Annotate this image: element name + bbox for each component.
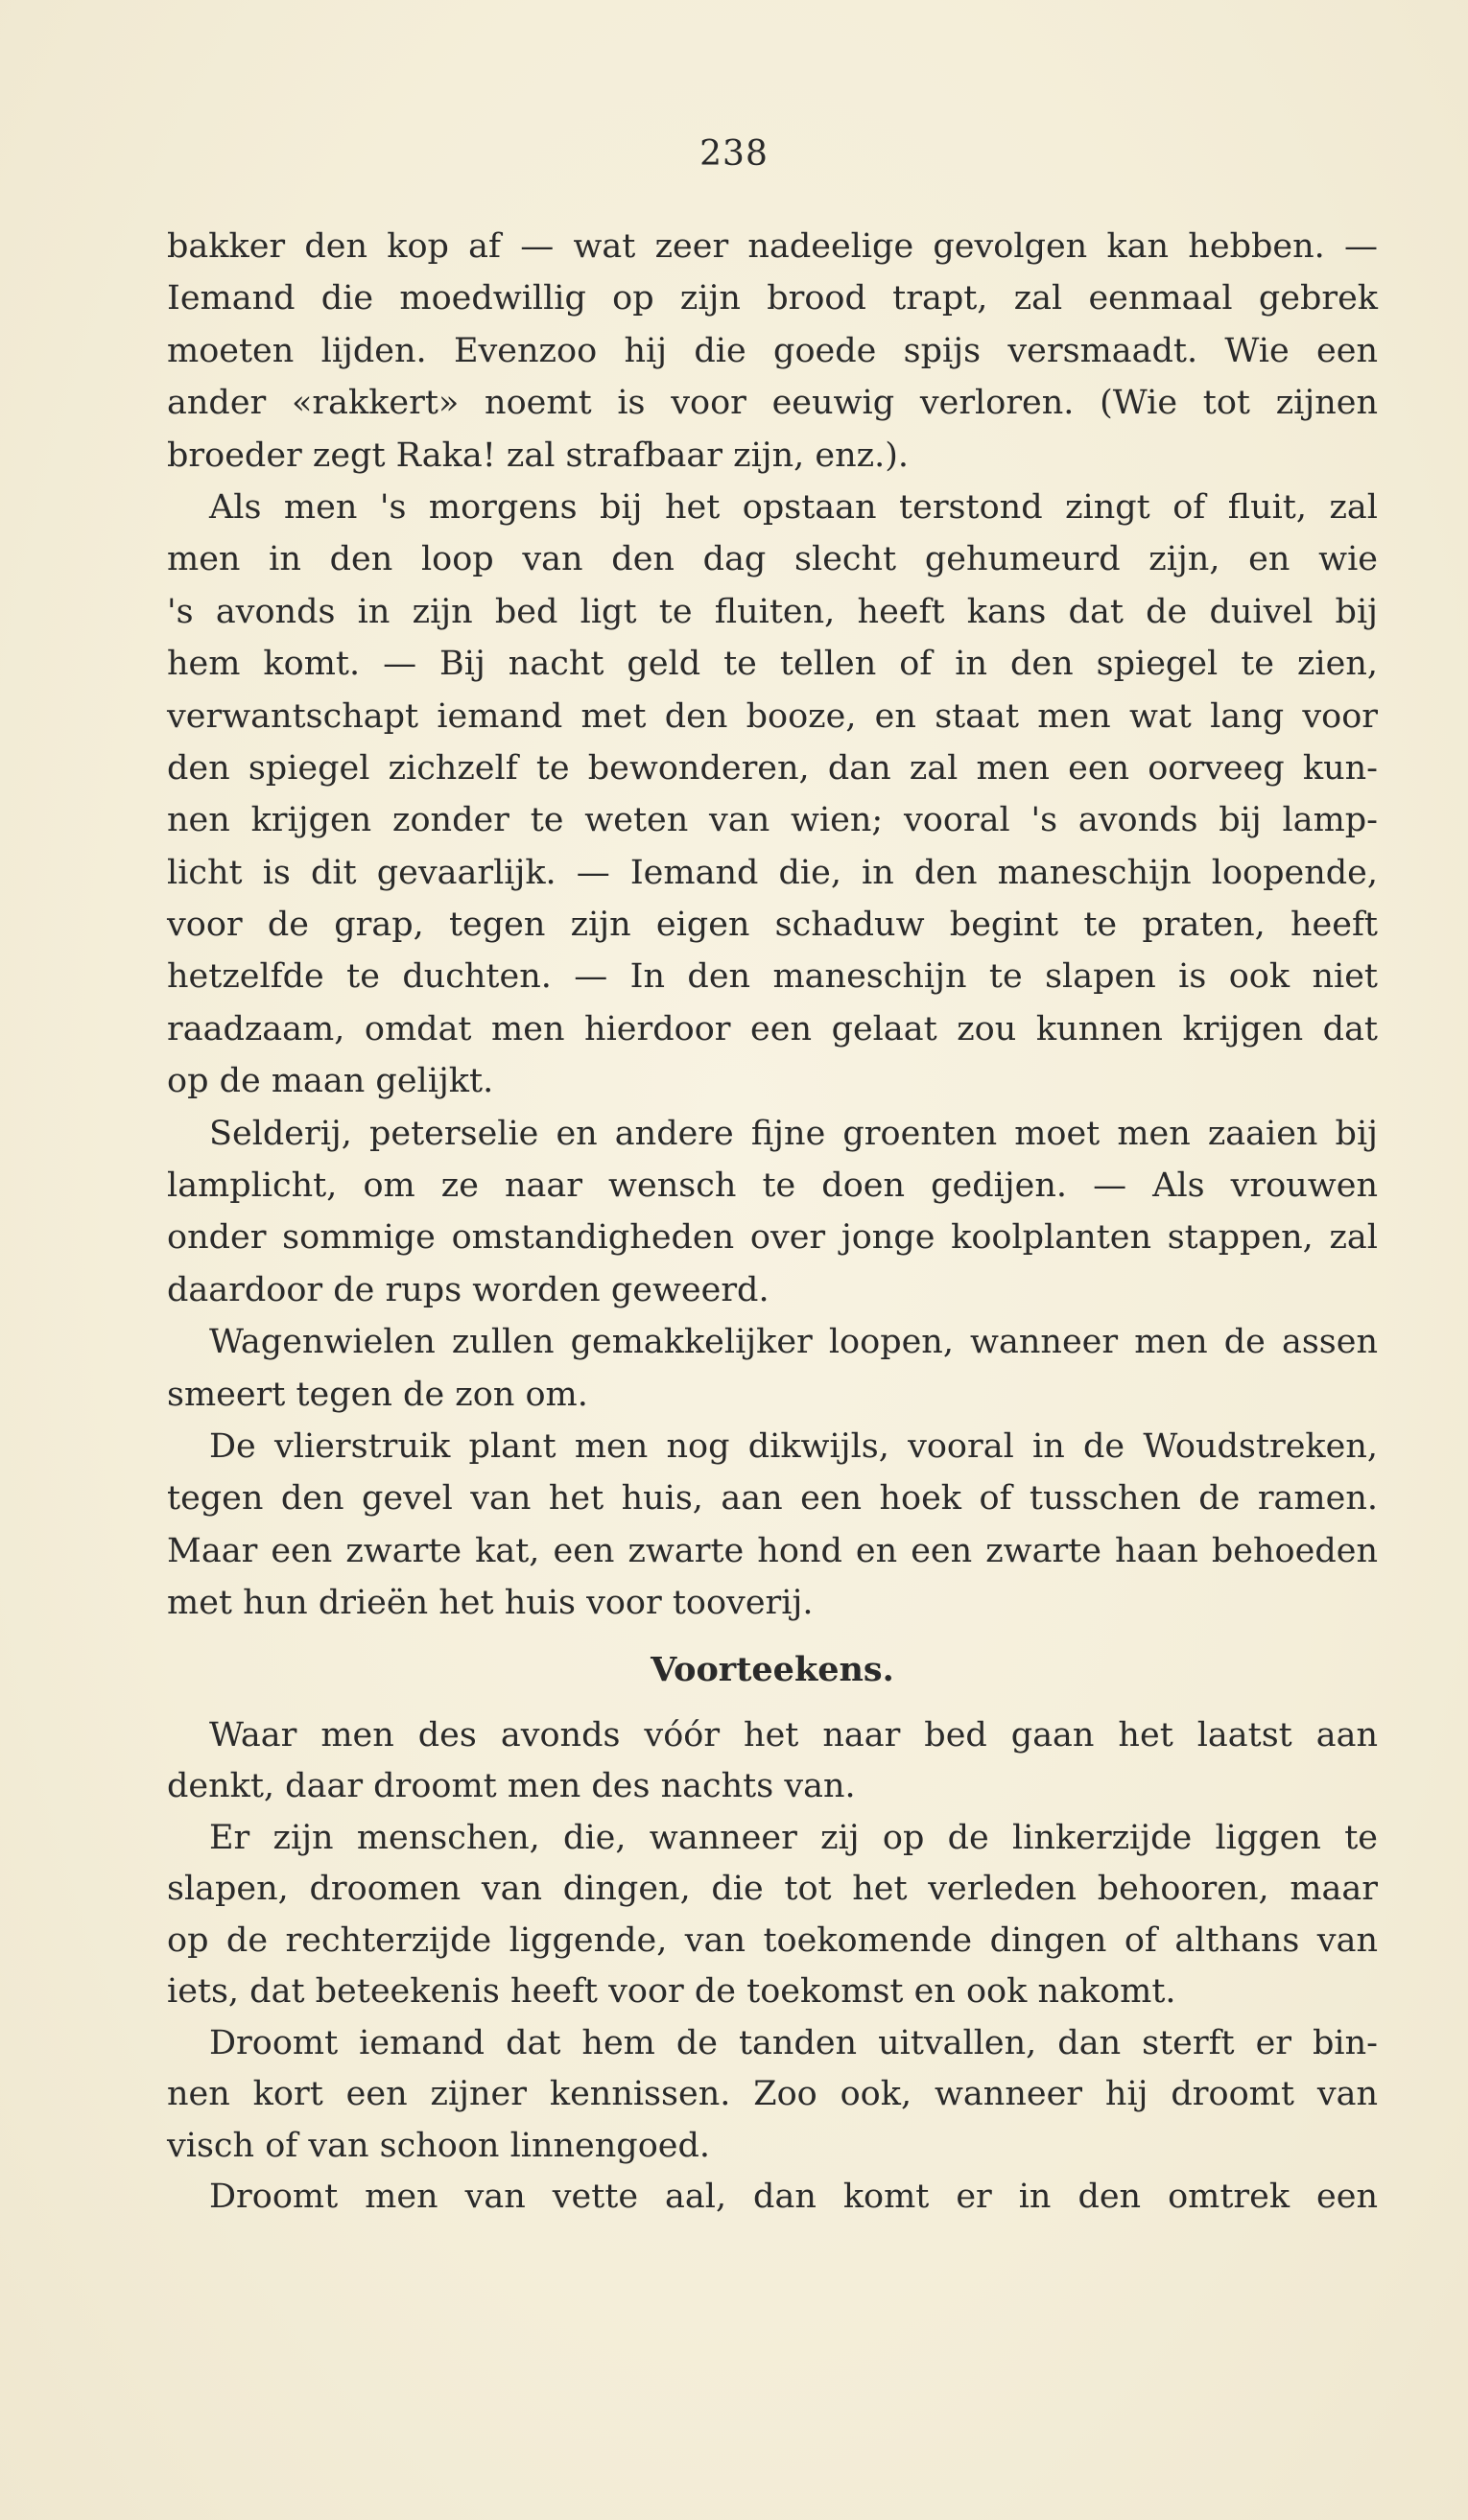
section-text-part2 bbox=[167, 1710, 1378, 2224]
text-line: verwantschapt iemand met den booze, en staat men wat lang voor bbox=[167, 696, 1378, 736]
text-line: nen kort een zijner kennissen. Zoo ook, wanneer hij droomt van bbox=[167, 2075, 1378, 2114]
text-line: nen krijgen zonder te weten van wien; vooral 's avonds bij lamp- bbox=[167, 801, 1378, 840]
text-line: hetzelfde te duchten. — In den maneschijn te slapen is ook niet bbox=[167, 957, 1378, 997]
text-line: bakker den kop af — wat zeer nadeelige gevolgen kan hebben. — bbox=[167, 227, 1378, 266]
text-line: ander «rakkert» noemt is voor eeuwig verloren. (Wie tot zijnen bbox=[167, 384, 1378, 423]
text-line: raadzaam, omdat men hierdoor een gelaat zou kunnen krijgen dat bbox=[167, 1009, 1378, 1048]
text-line: Selderij, peterselie en andere fijne groenten moet men zaaien bij bbox=[209, 1114, 1378, 1153]
text-line: Als men 's morgens bij het opstaan terstond zingt of fluit, zal bbox=[209, 487, 1378, 527]
section-text-part1 bbox=[167, 221, 1378, 1630]
text-line: op de rechterzijde liggende, van toekomende dingen of althans van bbox=[167, 1920, 1378, 1960]
text-line: iets, dat beteekenis heeft voor de toekomst en ook nakomt. bbox=[167, 1972, 1176, 2012]
text-line: lamplicht, om ze naar wensch te doen gedijen. — Als vrouwen bbox=[167, 1166, 1378, 1206]
text-line: Maar een zwarte kat, een zwarte hond en een zwarte haan behoeden bbox=[167, 1531, 1378, 1570]
text-line: Wagenwielen zullen gemakkelijker loopen, wanneer men de assen bbox=[209, 1323, 1378, 1362]
text-body bbox=[167, 221, 1378, 2224]
text-line: denkt, daar droomt men des nachts van. bbox=[167, 1767, 856, 1806]
text-line: met hun drieën het huis voor tooverij. bbox=[167, 1584, 814, 1623]
text-line: men in den loop van den dag slecht gehumeurd zijn, en wie bbox=[167, 540, 1378, 579]
text-line: broeder zegt Raka! zal strafbaar zijn, enz.). bbox=[167, 436, 910, 475]
text-line: smeert tegen de zon om. bbox=[167, 1375, 588, 1414]
text-line: Iemand die moedwillig op zijn brood trapt, zal eenmaal gebrek bbox=[167, 279, 1378, 318]
text-line: onder sommige omstandigheden over jonge koolplanten stappen, zal bbox=[167, 1218, 1378, 1258]
text-line: 's avonds in zijn bed ligt te fluiten, heeft kans dat de duivel bij bbox=[167, 592, 1378, 631]
text-line: voor de grap, tegen zijn eigen schaduw begint te praten, heeft bbox=[167, 906, 1378, 945]
text-line: visch of van schoon linnengoed. bbox=[167, 2126, 711, 2165]
text-line: Droomt men van vette aal, dan komt er in den omtrek een bbox=[209, 2178, 1378, 2217]
text-line: den spiegel zichzelf te bewonderen, dan zal men een oorveeg kun- bbox=[167, 748, 1378, 788]
text-line: Er zijn menschen, die, wanneer zij op de linkerzijde liggen te bbox=[209, 1818, 1378, 1857]
text-line: tegen den gevel van het huis, aan een hoek of tusschen de ramen. bbox=[167, 1479, 1378, 1519]
text-line: moeten lijden. Evenzoo hij die goede spijs versmaadt. Wie een bbox=[167, 331, 1378, 370]
text-line: Droomt iemand dat hem de tanden uitvallen, dan sterft er bin- bbox=[209, 2023, 1378, 2062]
section-heading: Voorteekens. bbox=[651, 1649, 894, 1689]
text-line: De vlierstruik plant men nog dikwijls, vooral in de Woudstreken, bbox=[209, 1426, 1378, 1466]
text-line: licht is dit gevaarlijk. — Iemand die, in den maneschijn loopende, bbox=[167, 853, 1378, 892]
page-number: 238 bbox=[699, 134, 769, 174]
text-line: slapen, droomen van dingen, die tot het verleden behooren, maar bbox=[167, 1870, 1378, 1909]
text-line: daardoor de rups worden geweerd. bbox=[167, 1270, 770, 1309]
text-line: hem komt. — Bij nacht geld te tellen of in den spiegel te zien, bbox=[167, 645, 1378, 684]
text-line: Waar men des avonds vóór het naar bed gaan het laatst aan bbox=[209, 1715, 1378, 1755]
text-line: op de maan gelijkt. bbox=[167, 1062, 494, 1101]
